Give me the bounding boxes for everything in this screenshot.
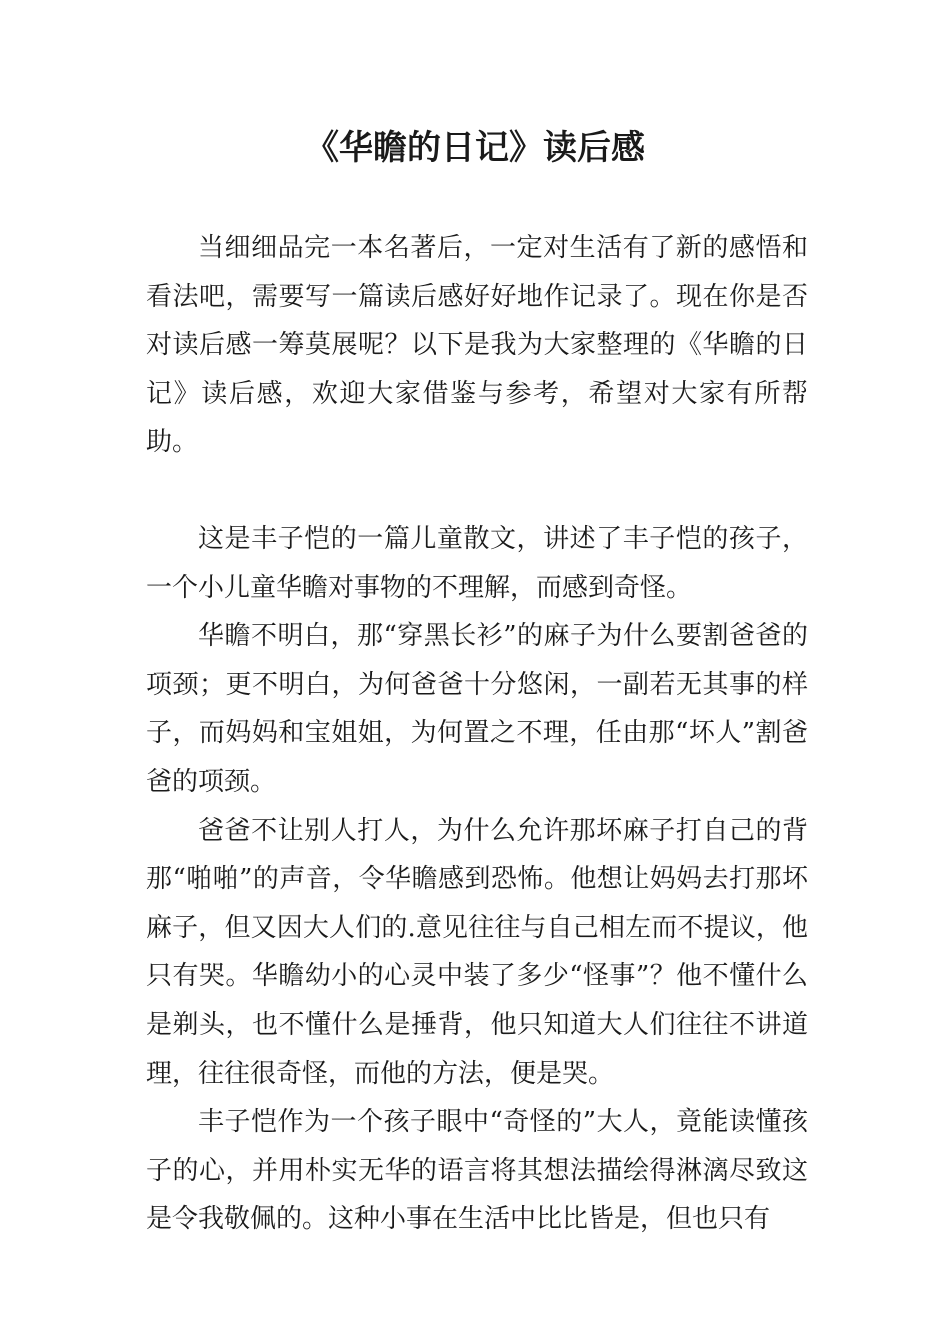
paragraph-intro: 当细细品完一本名著后，一定对生活有了新的感悟和看法吧，需要写一篇读后感好好地作记录了。现在你是否对读后感一筹莫展呢？以下是我为大家整理的《华瞻的日记》读后感，欢迎大家借鉴与参考，希望对大家有所帮助。 <box>146 233 808 458</box>
paragraph-1: 这是丰子恺的一篇儿童散文，讲述了丰子恺的孩子，一个小儿童华瞻对事物的不理解，而感到奇怪。 <box>146 523 808 603</box>
paragraph-3: 爸爸不让别人打人，为什么允许那坏麻子打自己的背那“啪啪”的声音，令华瞻感到恐怖。他想让妈妈去打那坏麻子，但又因大人们的.意见往往与自己相左而不提议，他只有哭。华瞻幼小的心灵中装了多少“怪事”？他不懂什么是剃头，也不懂什么是捶背，他只知道大人们往往不讲道理，往往很奇怪，而他的方法，便是哭。 <box>146 815 808 1089</box>
paragraph-2: 华瞻不明白，那“穿黑长衫”的麻子为什么要割爸爸的项颈；更不明白，为何爸爸十分悠闲，一副若无其事的样子，而妈妈和宝姐姐，为何置之不理，任由那“坏人”割爸爸的项颈。 <box>146 621 808 797</box>
document-body <box>146 224 808 1244</box>
document-title: 《华瞻的日记》读后感 <box>305 128 645 168</box>
paragraph-4: 丰子恺作为一个孩子眼中“奇怪的”大人，竟能读懂孩子的心，并用朴实无华的语言将其想法描绘得淋漓尽致这是令我敬佩的。这种小事在生活中比比皆是，但也只有 <box>146 1107 808 1235</box>
